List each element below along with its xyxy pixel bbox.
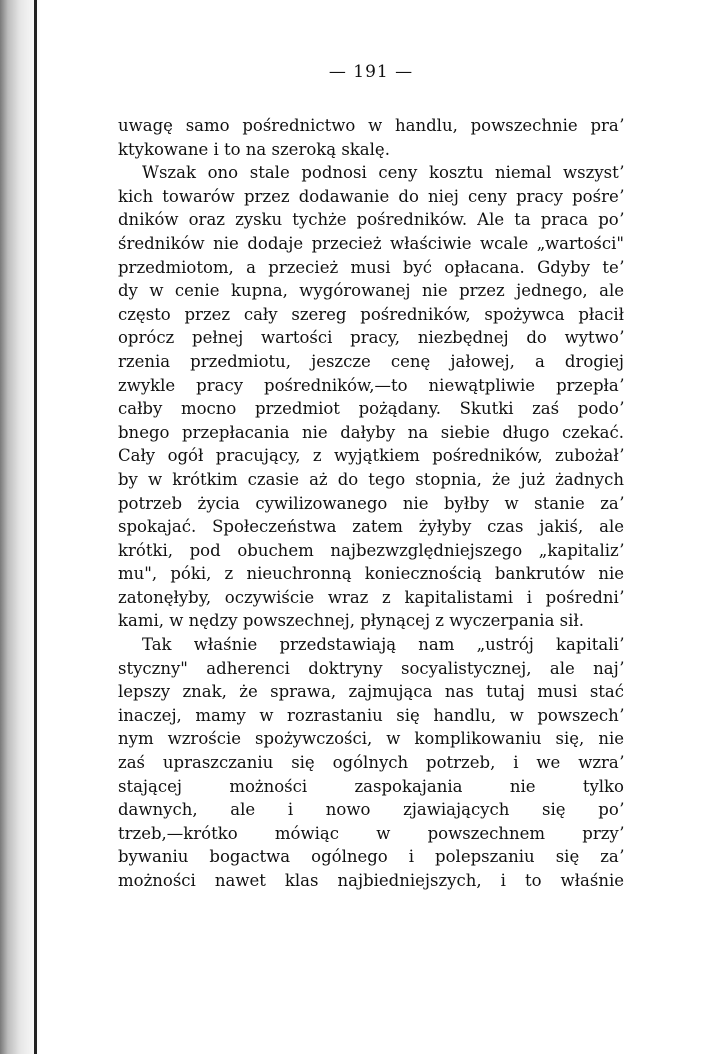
text-line: oprócz pełnej wartości pracy, niezbędnej do wytwoʼ [118, 328, 624, 348]
text-line: lepszy znak, że sprawa, zajmująca nas tutaj musi stać [118, 682, 624, 702]
text-line: uwagę samo pośrednictwo w handlu, powszechnie praʼ [118, 116, 624, 135]
text-line: Tak właśnie przedstawiają nam „ustrój kapitaliʼ [142, 635, 624, 655]
text-line: przedmiotom, a przecież musi być opłacana. Gdyby teʼ [118, 257, 624, 277]
text-line: dawnych, ale i nowo zjawiających się poʼ [118, 800, 624, 820]
text-line: inaczej, mamy w rozrastaniu się handlu, w powszechʼ [118, 705, 624, 725]
text-line: krótki, pod obuchem najbezwzględniejszego „kapitalizʼ [118, 540, 624, 560]
text-line: mu", póki, z nieuchronną koniecznością bankrutów nie [118, 564, 624, 584]
text-line: kich towarów przez dodawanie do niej ceny pracy pośreʼ [118, 186, 624, 206]
book-page [118, 62, 624, 893]
text-line: rzenia przedmiotu, jeszcze cenę jałowej, a drogiej [118, 351, 624, 371]
text-line: Cały ogół pracujący, z wyjątkiem pośredników, zubożałʼ [118, 446, 624, 466]
text-line: możności nawet klas najbiedniejszych, i to właśnie [118, 871, 624, 890]
text-line: często przez cały szereg pośredników, spożywca płacił [118, 304, 624, 324]
text-line: bnego przepłacania nie dałyby na siebie długo czekać. [118, 422, 624, 442]
text-line: styczny" adherenci doktryny socyalistycznej, ale najʼ [118, 658, 624, 678]
text-line: spokajać. Społeczeństwa zatem żyłyby czas jakiś, ale [118, 517, 624, 537]
text-line: trzeb,—krótko mówiąc w powszechnem przyʼ [118, 823, 624, 843]
text-line: bywaniu bogactwa ogólnego i polepszaniu się zaʼ [118, 847, 624, 867]
scan-binding-edge [34, 0, 37, 1054]
text-line: zatonęłyby, oczywiście wraz z kapitalistami i pośredniʼ [118, 587, 624, 607]
text-line: zwykle pracy pośredników,—to niewątpliwie przepłaʼ [118, 375, 624, 395]
text-line: stającej możności zaspokajania nie tylko [118, 776, 624, 796]
text-line: nym wzroście spożywczości, w komplikowaniu się, nie [118, 729, 624, 749]
text-line: dy w cenie kupna, wygórowanej nie przez jednego, ale [118, 281, 624, 301]
text-line: dników oraz zysku tychże pośredników. Ale ta praca poʼ [118, 210, 624, 230]
body-text [118, 114, 624, 893]
text-line: średników nie dodaje przecież właściwie wcale „wartości" [118, 233, 624, 253]
page-number: — 191 — [328, 62, 414, 82]
text-line: by w krótkim czasie aż do tego stopnia, że już żadnych [118, 469, 624, 489]
text-line: potrzeb życia cywilizowanego nie byłby w stanie zaʼ [118, 493, 624, 513]
text-line: całby mocno przedmiot pożądany. Skutki zaś podoʼ [118, 399, 624, 419]
text-line: kami, w nędzy powszechnej, płynącej z wyczerpania sił. [118, 611, 584, 631]
text-line: Wszak ono stale podnosi ceny kosztu niemal wszystʼ [142, 163, 624, 183]
text-line: ktykowane i to na szeroką skalę. [118, 139, 390, 159]
text-line: zaś upraszczaniu się ogólnych potrzeb, i we wzraʼ [118, 753, 624, 773]
